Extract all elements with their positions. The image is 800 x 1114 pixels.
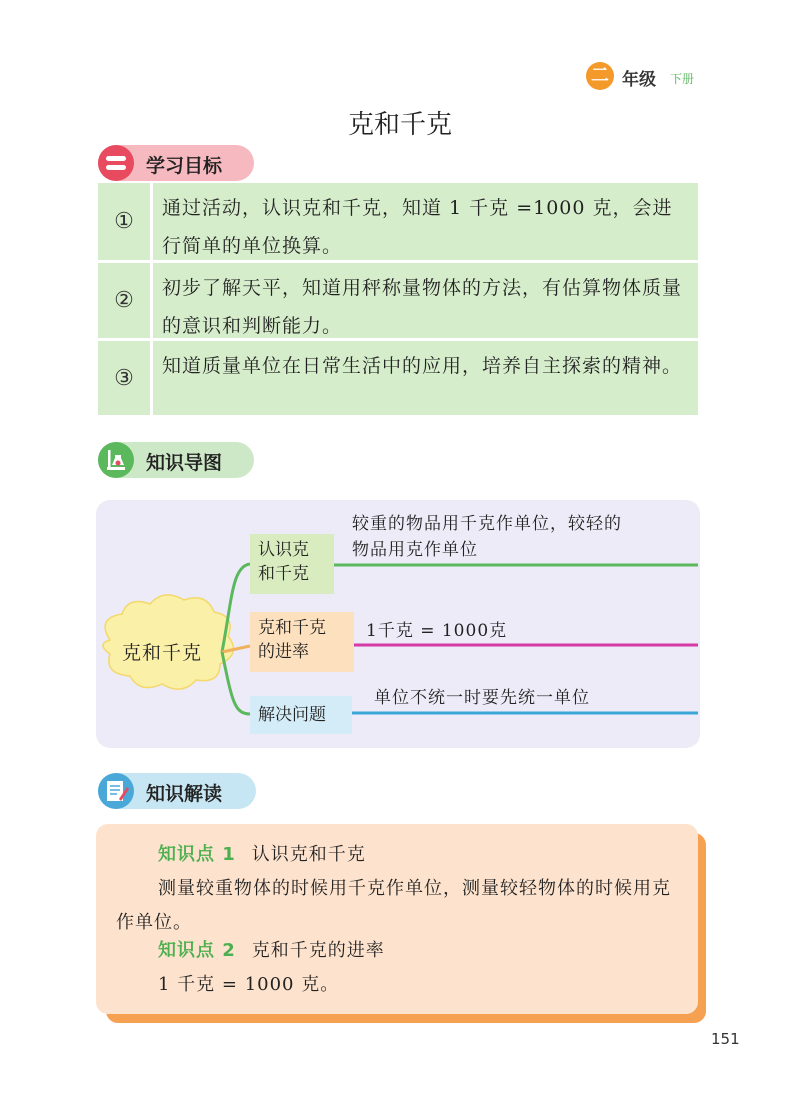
goal-text: 知道质量单位在日常生活中的应用，培养自主探索的精神。 — [162, 355, 683, 377]
goal-number: ② — [98, 263, 153, 338]
knowledge-point-label: 知识点 2 — [158, 940, 236, 961]
mind-map-leaf: 物品用克作单位 — [352, 540, 478, 560]
mind-map-leaf: 单位不统一时要先统一单位 — [374, 688, 590, 708]
mind-map-leaf: 1千克 = 1000克 — [366, 621, 508, 641]
section-label: 学习目标 — [146, 155, 223, 177]
knowledge-point-body: 1 千克 = 1000 克。 — [158, 974, 340, 995]
mind-map-leaf: 较重的物品用千克作单位，较轻的 — [352, 514, 622, 534]
grade-number: 二 — [591, 65, 609, 86]
node-label: 和千克 — [258, 564, 309, 584]
knowledge-point-title — [158, 934, 385, 968]
page-number: 151 — [711, 1030, 740, 1048]
knowledge-point-body: 测量较重物体的时候用千克作单位，测量较轻物体的时候用克作单位。 — [116, 878, 671, 933]
knowledge-point-name: 克和千克的进率 — [251, 940, 385, 961]
node-label: 认识克 — [258, 540, 309, 560]
volume-label: 下册 — [670, 72, 695, 86]
mind-map-node — [250, 696, 352, 734]
mind-map-node — [250, 612, 354, 672]
mind-map-root: 克和千克 — [122, 642, 203, 664]
knowledge-point-title — [158, 838, 366, 872]
section-label: 知识导图 — [146, 452, 223, 474]
mind-map-node — [250, 534, 334, 594]
goal-text: 通过活动，认识克和千克，知道 1 千克 =1000 克，会进行简单的单位换算。 — [162, 197, 673, 257]
section-label: 知识解读 — [146, 783, 223, 805]
goal-text: 初步了解天平，知道用秤称量物体的方法，有估算物体质量的意识和判断能力。 — [162, 277, 683, 337]
grade-label: 年级 — [622, 70, 656, 90]
section-heading-reading — [98, 773, 256, 809]
goal-number: ③ — [98, 341, 153, 415]
knowledge-point-name: 认识克和千克 — [251, 844, 366, 865]
knowledge-point-label: 知识点 1 — [158, 844, 236, 865]
notebook-icon — [98, 773, 134, 809]
page-title: 克和千克 — [347, 110, 452, 140]
node-label: 克和千克 — [258, 618, 326, 638]
node-label: 的进率 — [258, 642, 309, 662]
node-label: 解决问题 — [258, 705, 326, 725]
goal-number: ① — [98, 183, 153, 260]
